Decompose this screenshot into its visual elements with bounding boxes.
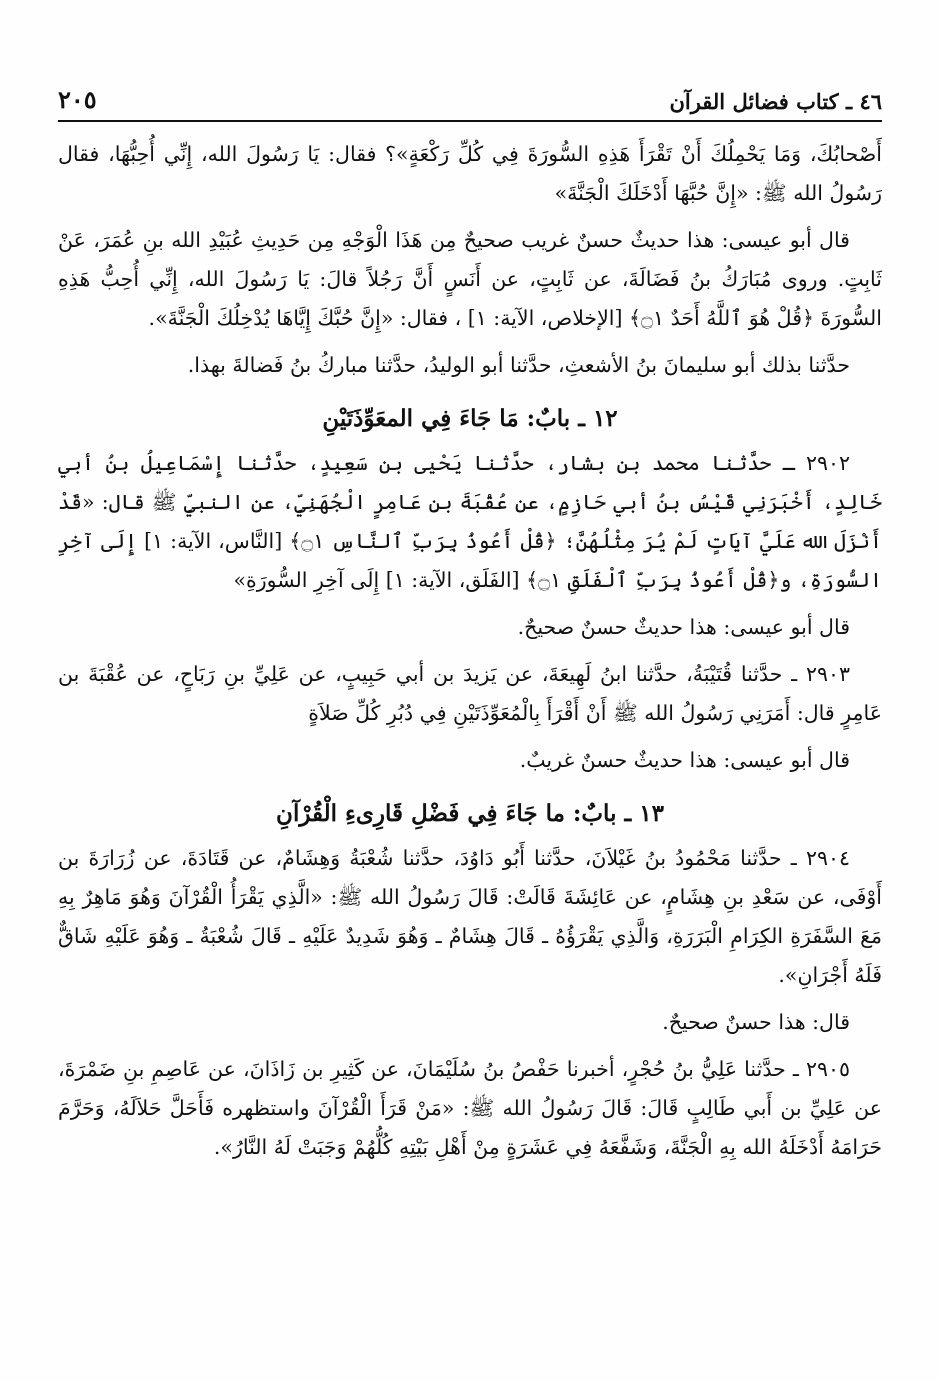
paragraph: قال أبو عيسى: هذا حديثٌ حسنٌ صحيحٌ. [517, 615, 850, 639]
page-header [58, 78, 882, 122]
paragraph: قال: هذا حسنٌ صحيحٌ. [662, 1010, 850, 1034]
page-number: ٢٠٥ [58, 85, 97, 114]
paragraph: قال أبو عيسى: هذا حديثٌ حسنٌ غريبٌ. [519, 748, 850, 772]
paragraph: حدَّثنا بذلك أبو سليمانَ بنُ الأشعثِ، حدَّثنا أبو الوليدُ، حدَّثنا مباركُ بنُ فَضالةَ بهذا. [187, 353, 850, 377]
hadith-paragraph: ٢٩٠٢ ـ حدَّثنا محمد بن بشار، حدَّثنا يَحْيى بن سَعِيدٍ، حدَّثنا إِسْمَاعِيلُ بنُ أبي خَالِدٍ، أَخْبَرَنِي قَيْسُ بنُ أبي حَازِمٍ، عن عُقْبَةَ بنِ عَامِرٍ الْجُهَنِيِّ، عن النبيِّ ﷺ قال: «قَدْ أَنْزَلَ الله عَلَيَّ آيَاتٍ لَمْ يُرَ مِثْلُهُنَّ؛ ﴿قُلْ أَعُوذُ بِرَبِّ ٱلنَّاسِ ۝١﴾ [النَّاس، الآية: ١] إِلَى آخِرِ السُّورَةِ، و﴿قُلْ أَعُوذُ بِرَبِّ ٱلْفَلَقِ ۝١﴾ [الفَلَق، الآية: ١] إِلَى آخِرِ السُّورَةِ» [58, 451, 882, 592]
hadith-paragraph: ٢٩٠٤ ـ حدَّثنا مَحْمُودُ بنُ غَيْلاَنَ، حدَّثنا أَبُو دَاوُدَ، حدَّثنا شُعْبَةُ وَهِشَامٌ، عن قَتَادَةَ، عن زُرَارَةَ بن أَوْفَى، عن سَعْدِ بنِ هِشَامٍ، عن عَائِشَةَ قَالَتْ: قَالَ رَسُولُ الله ﷺ: «الَّذِي يَقْرَأُ الْقُرْآنَ وَهُوَ مَاهِرٌ بِهِ مَعَ السَّفَرَةِ الكِرَامِ الْبَرَرَةِ، وَالَّذِي يَقْرَؤُهُ ـ قَالَ هِشَامٌ ـ وَهُوَ شَدِيدٌ عَلَيْهِ ـ قَالَ شُعْبَةُ ـ وَهُوَ عَلَيْهِ شَاقٌّ فَلَهُ أَجْرَانِ». [58, 846, 882, 987]
paragraph: أَصْحابُكَ، وَمَا يَحْمِلُكَ أَنْ تَقْرَأَ هَذِهِ السُّورَةَ فِي كُلِّ رَكْعَةٍ»؟ فقال: يَا رَسُولَ الله، إِنِّي أُحِبُّهَا، فقال رَسُولُ الله ﷺ: «إِنَّ حُبَّهَا أَدْخَلَكَ الْجَنَّةَ» [58, 142, 882, 205]
hadith-paragraph: ٢٩٠٥ ـ حدَّثنا عَلِيُّ بنُ حُجْرٍ، أخبرنا حَفْصُ بنُ سُلَيْمَانَ، عن كَثِيرِ بن زَاذَانَ، عن عَاصِمِ بنِ ضَمْرَةَ، عن عَلِيِّ بن أَبي طَالِبٍ قَالَ: قَالَ رَسُولُ الله ﷺ: «مَنْ قَرَأَ الْقُرْآنَ واستظهره فَأَحَلَّ حَلاَلَهُ، وَحَرَّمَ حَرَامَهُ أَدْخَلَهُ الله بِهِ الْجَنَّةَ، وَشَفَّعَهُ فِي عَشَرَةٍ مِنْ أَهْلِ بَيْتِهِ كُلُّهُمْ وَجَبَتْ لَهُ النَّارُ». [58, 1057, 882, 1159]
page-body [58, 135, 882, 1175]
chapter-heading: ١٣ ـ بابٌ: ما جَاءَ فِي فَضْلِ قَارِىءِ الْقُرْآنِ [276, 800, 664, 827]
chapter-heading: ١٢ ـ بابٌ: مَا جَاءَ فِي المعَوِّذَتَيْنِ [322, 405, 618, 432]
paragraph: قال أبو عيسى: هذا حديثٌ حسنٌ غريب صحيحٌ مِن هَذَا الْوَجْهِ مِن حَدِيثِ عُبَيْدِ الله بنِ عُمَرَ، عَنْ ثَابِتٍ. وروى مُبَارَكُ بنُ فَضَالَةَ، عن ثَابِتٍ، عن أَنَسٍ أَنَّ رَجُلاً قالَ: يَا رَسُولَ الله، إِنِّي أُحِبُّ هَذِهِ السُّورَةَ ﴿قُلْ هُوَ ٱللَّهُ أَحَدٌ ۝١﴾ [الإخلاص، الآية: ١] ، فقال: «إِنَّ حُبَّكَ إِيَّاهَا يُدْخِلُكَ الْجَنَّةَ». [58, 228, 882, 330]
running-title: ٤٦ ـ كتاب فضائل القرآن [669, 89, 882, 114]
hadith-paragraph: ٢٩٠٣ ـ حدَّثنا قُتَيْبَةُ، حدَّثنا ابنُ لَهِيعَةَ، عن يَزيدَ بن أبي حَبِيبٍ، عن عَلِيِّ بنِ رَبَاحٍ، عن عُقْبَةَ بن عَامِرٍ قال: أَمَرَنِي رَسُولُ الله ﷺ أَنْ أَقْرَأَ بِالْمُعَوِّذَتَيْنِ فِي دُبُرِ كُلِّ صَلاَةٍ [58, 662, 882, 725]
